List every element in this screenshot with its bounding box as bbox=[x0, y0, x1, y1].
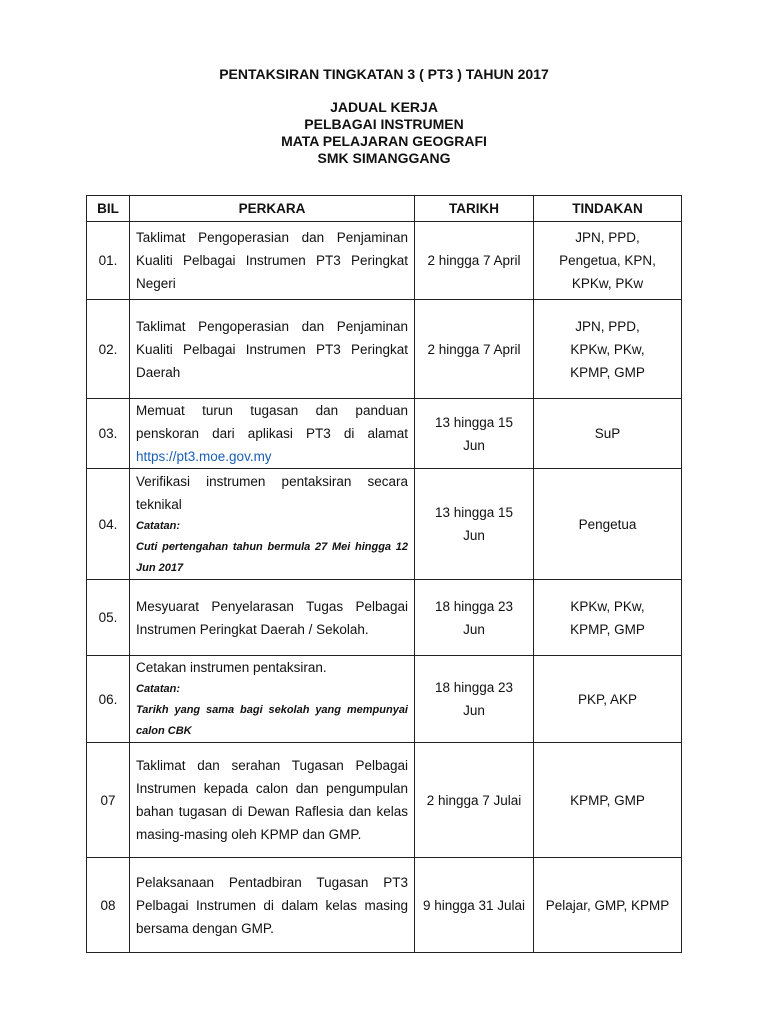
tarikh-line: Jun bbox=[463, 437, 485, 453]
table-header-row bbox=[87, 196, 682, 222]
tarikh-line: 13 hingga 15 bbox=[434, 414, 514, 430]
tindakan-line: JPN, PPD, bbox=[575, 318, 640, 334]
cell-tindakan: Pengetua bbox=[534, 469, 682, 580]
note-label: Catatan: bbox=[136, 519, 181, 532]
table-row bbox=[87, 222, 682, 300]
table-row bbox=[87, 580, 682, 656]
cell-tarikh: 9 hingga 31 Julai bbox=[415, 858, 534, 953]
column-header-tarikh: TARIKH bbox=[415, 196, 534, 222]
cell-perkara: Taklimat Pengoperasian dan Penjaminan Kualiti Pelbagai Instrumen PT3 Peringkat Daerah bbox=[130, 300, 415, 399]
cell-bil: 07 bbox=[87, 743, 130, 858]
note-text: Cuti pertengahan tahun bermula 27 Mei hingga 12 Jun 2017 bbox=[136, 540, 408, 574]
cell-bil: 08 bbox=[87, 858, 130, 953]
tindakan-line: Pengetua, KPN, bbox=[559, 253, 656, 268]
tindakan-line: KPKw, PKw, bbox=[570, 598, 645, 614]
table-row bbox=[87, 399, 682, 469]
tarikh-line: 13 hingga 15 bbox=[434, 505, 514, 520]
cell-perkara: Taklimat dan serahan Tugasan Pelbagai Instrumen kepada calon dan pengumpulan bahan tugasan di Dewan Raflesia dan kelas masing-masing oleh KPMP dan GMP. bbox=[130, 743, 415, 858]
tarikh-line: 18 hingga 23 bbox=[434, 680, 514, 695]
cell-tarikh bbox=[415, 580, 534, 656]
cell-perkara bbox=[130, 399, 415, 469]
table-row bbox=[87, 469, 682, 580]
document-title: PENTAKSIRAN TINGKATAN 3 ( PT3 ) TAHUN 2017 bbox=[219, 66, 549, 82]
tindakan-line: KPMP, GMP bbox=[570, 621, 645, 637]
subtitle-line: SMK SIMANGGANG bbox=[317, 150, 451, 166]
cell-tindakan: KPMP, GMP bbox=[534, 743, 682, 858]
cell-tarikh bbox=[415, 399, 534, 469]
cell-tindakan: PKP, AKP bbox=[534, 656, 682, 743]
subtitle-line: JADUAL KERJA bbox=[330, 99, 438, 115]
cell-perkara: Pelaksanaan Pentadbiran Tugasan PT3 Pelbagai Instrumen di dalam kelas masing bersama dengan GMP. bbox=[130, 858, 415, 953]
perkara-text: Verifikasi instrumen pentaksiran secara teknikal bbox=[136, 473, 408, 512]
cell-bil: 06. bbox=[87, 656, 130, 743]
column-header-perkara: PERKARA bbox=[130, 196, 415, 222]
cell-tindakan bbox=[534, 300, 682, 399]
cell-tindakan bbox=[534, 580, 682, 656]
subtitle-line: PELBAGAI INSTRUMEN bbox=[304, 116, 464, 132]
tarikh-line: Jun bbox=[463, 621, 485, 637]
table-row bbox=[87, 300, 682, 399]
tarikh-line: Jun bbox=[463, 528, 485, 543]
cell-bil: 02. bbox=[87, 300, 130, 399]
cell-bil: 04. bbox=[87, 469, 130, 580]
document-subtitle bbox=[0, 99, 768, 167]
cell-perkara: Taklimat Pengoperasian dan Penjaminan Kualiti Pelbagai Instrumen PT3 Peringkat Negeri bbox=[130, 222, 415, 300]
tindakan-line: KPKw, PKw, bbox=[570, 341, 645, 357]
column-header-bil: BIL bbox=[87, 196, 130, 222]
note-text: Tarikh yang sama bagi sekolah yang mempunyai calon CBK bbox=[136, 704, 408, 737]
note-label: Catatan: bbox=[136, 683, 181, 695]
cell-perkara: Mesyuarat Penyelarasan Tugas Pelbagai Instrumen Peringkat Daerah / Sekolah. bbox=[130, 580, 415, 656]
perkara-text: Cetakan instrumen pentaksiran. bbox=[136, 660, 327, 675]
cell-tarikh: 2 hingga 7 April bbox=[415, 222, 534, 300]
cell-perkara bbox=[130, 469, 415, 580]
tindakan-line: JPN, PPD, bbox=[575, 230, 640, 245]
cell-perkara bbox=[130, 656, 415, 743]
cell-bil: 03. bbox=[87, 399, 130, 469]
cell-bil: 01. bbox=[87, 222, 130, 300]
perkara-text: Memuat turun tugasan dan panduan penskoran dari aplikasi PT3 di alamat bbox=[136, 403, 408, 441]
subtitle-line: MATA PELAJARAN GEOGRAFI bbox=[281, 133, 487, 149]
table-row bbox=[87, 858, 682, 953]
cell-tindakan: SuP bbox=[534, 399, 682, 469]
tarikh-line: Jun bbox=[463, 703, 485, 718]
cell-tarikh bbox=[415, 469, 534, 580]
table-row bbox=[87, 656, 682, 743]
cell-tindakan: Pelajar, GMP, KPMP bbox=[534, 858, 682, 953]
schedule-table bbox=[86, 195, 682, 953]
pt3-link[interactable]: https://pt3.moe.gov.my bbox=[136, 449, 272, 464]
cell-tindakan bbox=[534, 222, 682, 300]
tarikh-line: 18 hingga 23 bbox=[434, 598, 514, 614]
table-row bbox=[87, 743, 682, 858]
cell-tarikh bbox=[415, 656, 534, 743]
cell-bil: 05. bbox=[87, 580, 130, 656]
cell-tarikh: 2 hingga 7 Julai bbox=[415, 743, 534, 858]
column-header-tindakan: TINDAKAN bbox=[534, 196, 682, 222]
tindakan-line: KPMP, GMP bbox=[570, 364, 645, 380]
cell-tarikh: 2 hingga 7 April bbox=[415, 300, 534, 399]
tindakan-line: KPKw, PKw bbox=[571, 276, 644, 291]
